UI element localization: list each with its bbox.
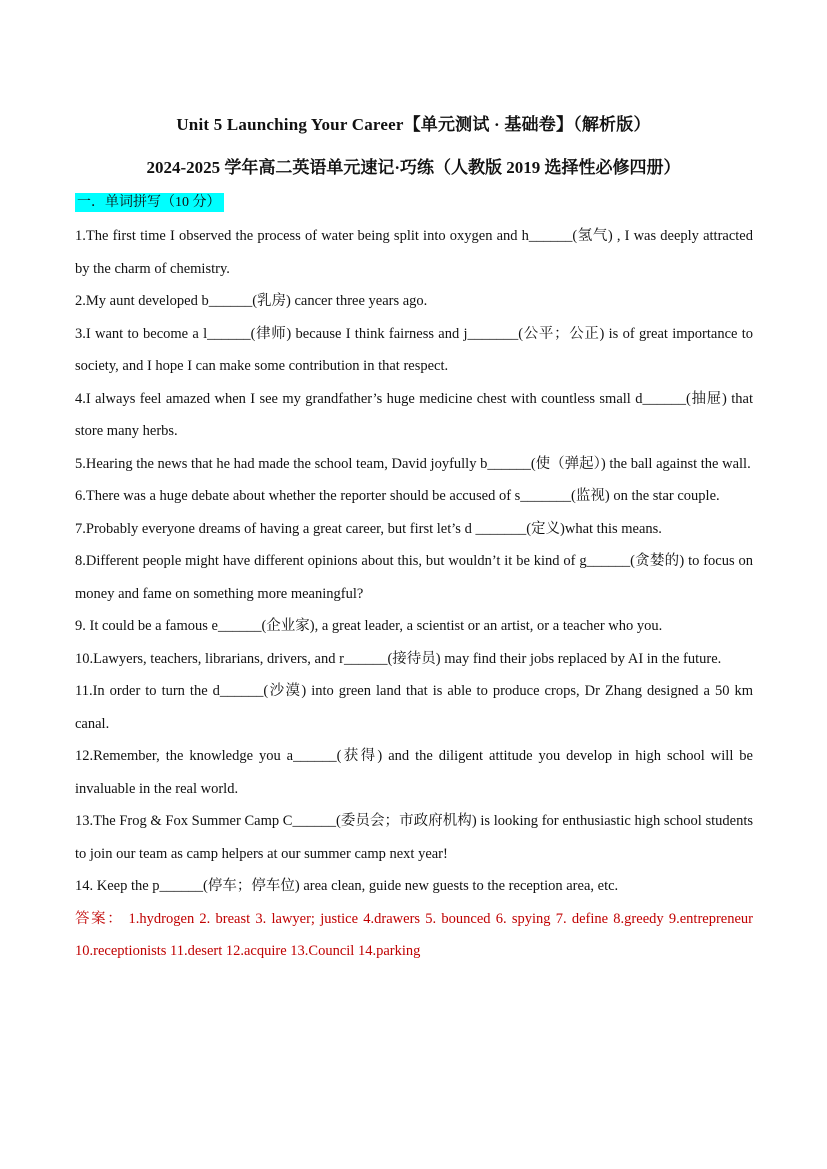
question-11: 11.In order to turn the d______(沙漠) into green land that is able to produce crops, Dr Zhang designed a 50 km canal. [75, 683, 753, 732]
question-14: 14. Keep the p______(停车；停车位) area clean, guide new guests to the reception area, etc. [75, 878, 619, 894]
question-5: 5.Hearing the news that he had made the school team, David joyfully b______(使（弹起）) the ball against the wall. [75, 455, 751, 472]
question-9: 9. It could be a famous e______(企业家), a great leader, a scientist or an artist, or a teacher who you. [75, 618, 663, 634]
question-6: 6.There was a huge debate about whether the reporter should be accused of s_______(监视) on the star couple. [75, 488, 720, 504]
document-title: Unit 5 Launching Your Career【单元测试 · 基础卷】（解析版） [176, 115, 651, 134]
answer-key: 答案： 1.hydrogen 2. breast 3. lawyer; justice 4.drawers 5. bounced 6. spying 7. define 8.greedy 9.entrepreneur 10.receptionists 11.desert 12.acquire 13.Council 14.parking [75, 910, 753, 959]
question-8: 8.Different people might have different opinions about this, but wouldn’t it be kind of g______(贪婪的) to focus on money and fame on something more meaningful? [75, 553, 753, 602]
section-heading: 一．单词拼写（10 分） [75, 193, 224, 212]
question-13: 13.The Frog & Fox Summer Camp C______(委员会；市政府机构) is looking for enthusiastic high school students to join our team as camp helpers at our summer camp next year! [75, 813, 753, 862]
question-1: 1.The first time I observed the process of water being split into oxygen and h______(氢气) , I was deeply attracted by the charm of chemistry. [75, 228, 753, 277]
question-10: 10.Lawyers, teachers, librarians, drivers, and r______(接待员) may find their jobs replaced by AI in the future. [75, 650, 722, 667]
question-2: 2.My aunt developed b______(乳房) cancer three years ago. [75, 293, 428, 309]
question-12: 12.Remember, the knowledge you a______(获得) and the diligent attitude you develop in high school will be invaluable in the real world. [75, 748, 753, 797]
question-7: 7.Probably everyone dreams of having a great career, but first let’s d _______(定义)what this means. [75, 520, 662, 537]
question-list [75, 220, 753, 968]
question-4: 4.I always feel amazed when I see my grandfather’s huge medicine chest with countless small d______(抽屉) that store many herbs. [75, 390, 753, 439]
document-subtitle: 2024-2025 学年高二英语单元速记·巧练（人教版 2019 选择性必修四册） [146, 158, 681, 177]
question-3: 3.I want to become a l______(律师) because I think fairness and j_______(公平；公正) is of great importance to society, and I hope I can make some contribution in that respect. [75, 325, 753, 374]
